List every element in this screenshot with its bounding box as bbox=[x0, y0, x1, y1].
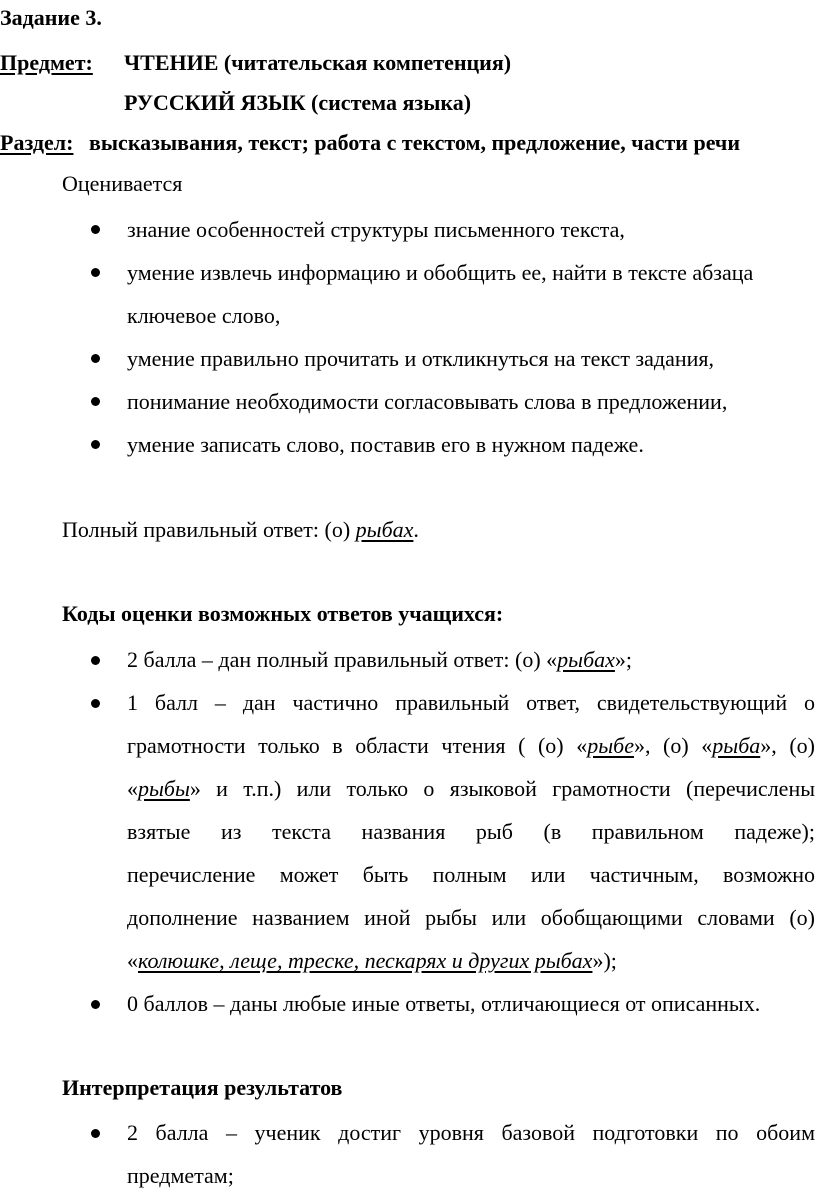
bullet-icon bbox=[91, 268, 100, 277]
subject-reading: ЧТЕНИЕ (читательская компетенция) bbox=[124, 50, 512, 75]
full-answer-word: рыбах bbox=[355, 517, 414, 542]
code-item-1-line bbox=[127, 950, 617, 972]
bullet-icon bbox=[91, 1129, 100, 1138]
full-answer-suffix: . bbox=[413, 517, 419, 542]
assessed-item-continuation: ключевое слово, bbox=[127, 303, 281, 328]
text-span: грамотности только в области чтения ( (о) « bbox=[127, 733, 588, 758]
assessed-item: умение записать слово, поставив его в нужном падеже. bbox=[127, 432, 644, 457]
assessed-intro: Оценивается bbox=[62, 171, 183, 196]
section-value: высказывания, текст; работа с текстом, предложение, части речи bbox=[89, 130, 740, 155]
assessed-item: понимание необходимости согласовывать слова в предложении, bbox=[127, 389, 728, 414]
full-answer bbox=[62, 519, 419, 541]
text-span: « bbox=[127, 948, 138, 973]
section-label: Раздел: bbox=[0, 130, 74, 155]
bullet-icon bbox=[91, 440, 100, 449]
text-span: », (о) « bbox=[633, 733, 713, 758]
bullet-icon bbox=[91, 699, 100, 708]
interpretation-title: Интерпретация результатов bbox=[62, 1075, 343, 1100]
assessed-item: умение правильно прочитать и откликнуться на текст задания, bbox=[127, 346, 715, 371]
code-item-1-line: перечисление может быть полным или частичным, возможно bbox=[127, 862, 815, 887]
bullet-icon bbox=[91, 397, 100, 406]
assessed-item: знание особенностей структуры письменного текста, bbox=[127, 217, 625, 242]
text-span: » и т.п.) или только о языковой грамотности (перечислены bbox=[189, 776, 815, 801]
text-span: « bbox=[127, 776, 138, 801]
code-item-2-suffix: »; bbox=[614, 647, 633, 672]
code-item-1-line: дополнение названием иной рыбы или обобщающими словами (о) bbox=[127, 905, 815, 930]
example-word: рыбы bbox=[138, 776, 190, 801]
bullet-icon bbox=[91, 225, 100, 234]
codes-title: Коды оценки возможных ответов учащихся: bbox=[62, 601, 504, 626]
code-item-2-prefix: 2 балла – дан полный правильный ответ: (о) « bbox=[127, 647, 558, 672]
code-item-2-word: рыбах bbox=[557, 647, 615, 672]
text-span: »); bbox=[592, 948, 617, 973]
code-item-0: 0 баллов – даны любые иные ответы, отличающиеся от описанных. bbox=[127, 991, 761, 1016]
bullet-icon bbox=[91, 354, 100, 363]
bullet-icon bbox=[91, 1000, 100, 1009]
bullet-icon bbox=[91, 656, 100, 665]
example-word: рыбе bbox=[587, 733, 634, 758]
code-item-1-line bbox=[127, 735, 815, 757]
code-item-1-line: 1 балл – дан частично правильный ответ, свидетельствующий о bbox=[127, 690, 815, 715]
interpretation-item: 2 балла – ученик достиг уровня базовой подготовки по обоим bbox=[127, 1120, 815, 1145]
example-word: рыба bbox=[712, 733, 761, 758]
code-item-1-line: взятые из текста названия рыб (в правильном падеже); bbox=[127, 819, 815, 844]
task-title: Задание 3. bbox=[0, 5, 102, 30]
code-item-2 bbox=[127, 649, 632, 671]
assessed-item: умение извлечь информацию и обобщить ее, найти в тексте абзаца bbox=[127, 260, 754, 285]
code-item-1-line bbox=[127, 778, 815, 800]
example-words: колюшке, леще, треске, пескарях и других рыбах bbox=[138, 948, 593, 973]
text-span: », (о) bbox=[760, 733, 816, 758]
full-answer-prefix: Полный правильный ответ: (о) bbox=[62, 517, 356, 542]
interpretation-item-continuation: предметам; bbox=[127, 1163, 234, 1188]
subject-label: Предмет: bbox=[0, 50, 93, 75]
subject-russian: РУССКИЙ ЯЗЫК (система языка) bbox=[124, 90, 472, 115]
